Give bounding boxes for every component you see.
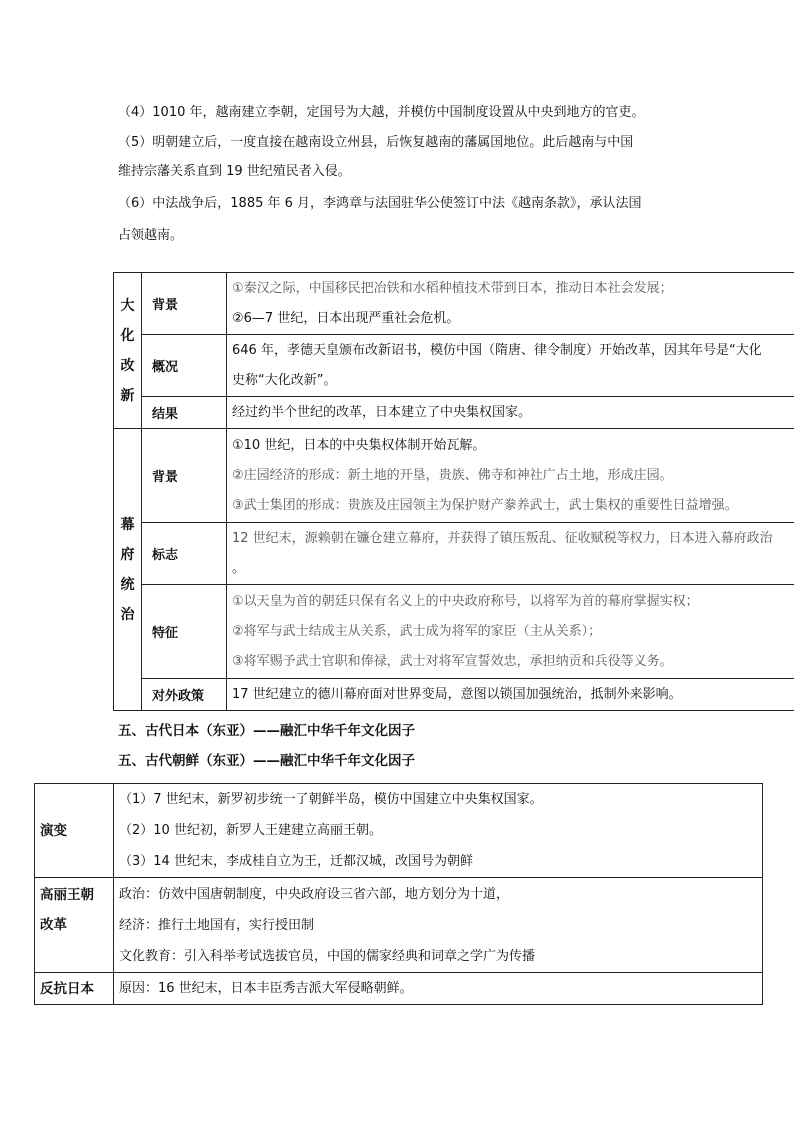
table-row: [114, 429, 794, 523]
table-row: [35, 878, 763, 973]
category-char: 改: [120, 357, 135, 374]
content-line: 17 世纪建立的德川幕府面对世界变局，意图以锁国加强统治，抵制外来影响。: [232, 686, 682, 702]
category-char: 统: [120, 576, 135, 593]
content-line: （3）14 世纪末，李成桂自立为王，迁都汉城，改国号为朝鲜: [119, 854, 473, 869]
content-line: 经过约半个世纪的改革，日本建立了中央集权国家。: [232, 404, 532, 420]
intro-line-3: 维持宗藩关系直到 19 世纪殖民者入侵。: [118, 164, 351, 179]
row-content: [227, 523, 794, 585]
row-label-sign: 标志: [142, 523, 227, 585]
table-row: [114, 397, 794, 429]
content-line: 12 世纪末，源赖朝在镰仓建立幕府，并获得了镇压叛乱、征收赋税等权力，日本进入幕府政治: [232, 530, 773, 546]
korea-table: [34, 783, 763, 1005]
content-line: 文化教育：引入科举考试选拔官员，中国的儒家经典和词章之学广为传播: [119, 948, 536, 964]
table-row: [35, 973, 763, 1005]
content-line: ③将军赐予武士官职和俸禄，武士对将军宣誓效忠，承担纳贡和兵役等义务。: [232, 653, 673, 669]
table-row: [114, 335, 794, 397]
content-line: 政治：仿效中国唐朝制度，中央政府设三省六部，地方划分为十道，: [119, 886, 510, 902]
row-label-result: 结果: [142, 397, 227, 429]
intro-line-2: （5）明朝建立后，一度直接在越南设立州县，后恢复越南的藩属国地位。此后越南与中国: [118, 135, 634, 150]
intro-line-5: 占领越南。: [118, 228, 184, 243]
row-label-goryeo-reform: [35, 878, 114, 973]
table-row: [114, 679, 794, 711]
row-content: [114, 878, 763, 973]
content-line: 646 年，孝德天皇颁布改新诏书，模仿中国（隋唐、律令制度）开始改革，因其年号是“大化: [232, 342, 762, 358]
category-mufu: [114, 429, 142, 711]
row-content: [227, 273, 794, 335]
content-line: ①秦汉之际，中国移民把冶铁和水稻种植技术带到日本，推动日本社会发展；: [232, 280, 673, 296]
content-line: （1）7 世纪末，新罗初步统一了朝鲜半岛，模仿中国建立中央集权国家。: [119, 792, 543, 807]
row-content: [227, 679, 794, 711]
category-char: 治: [120, 606, 135, 623]
row-content: [227, 585, 794, 679]
category-char: 新: [120, 387, 135, 404]
row-label-features: 特征: [142, 585, 227, 679]
row-label-foreign-policy: 对外政策: [142, 679, 227, 711]
content-line: ③武士集团的形成：贵族及庄园领主为保护财产豢养武士，武士集权的重要性日益增强。: [232, 497, 738, 513]
content-line: （2）10 世纪初，新罗人王建建立高丽王朝。: [119, 823, 382, 838]
table-row: [35, 784, 763, 878]
row-label-evolution: 演变: [35, 784, 114, 878]
row-content: [227, 429, 794, 523]
row-content: [227, 335, 794, 397]
table-row: [114, 523, 794, 585]
row-content: [114, 784, 763, 878]
row-content: [227, 397, 794, 429]
category-dahua: [114, 273, 142, 429]
content-line: 原因：16 世纪末，日本丰臣秀吉派大军侵略朝鲜。: [119, 981, 413, 996]
content-line: ②将军与武士结成主从关系，武士成为将军的家臣（主从关系）；: [232, 623, 602, 639]
content-line: 。: [232, 560, 246, 576]
table-row: [114, 273, 794, 335]
row-label-background: 背景: [142, 429, 227, 523]
content-line: 经济：推行土地国有，实行授田制: [119, 917, 315, 933]
category-char: 幕: [120, 516, 135, 533]
row-label-overview: 概况: [142, 335, 227, 397]
content-line: ②庄园经济的形成：新土地的开垦，贵族、佛寺和神社广占土地，形成庄园。: [232, 467, 673, 483]
label-line: 高丽王朝: [40, 887, 94, 903]
content-line: ②6—7 世纪，日本出现严重社会危机。: [232, 310, 460, 326]
table-row: [114, 585, 794, 679]
label-line: 改革: [40, 917, 67, 933]
section-heading-japan: 五、古代日本（东亚）——融汇中华千年文化因子: [118, 723, 415, 739]
category-char: 化: [120, 327, 135, 344]
category-char: 府: [120, 546, 135, 563]
content-line: 史称“大化改新”。: [232, 372, 337, 388]
japan-table: [113, 272, 794, 711]
intro-line-1: （4）1010 年，越南建立李朝，定国号为大越，并模仿中国制度设置从中央到地方的官吏。: [118, 105, 645, 120]
category-char: 大: [120, 297, 135, 314]
row-label-resist-japan: 反抗日本: [35, 973, 114, 1005]
content-line: ①10 世纪，日本的中央集权体制开始瓦解。: [232, 437, 486, 453]
row-content: [114, 973, 763, 1005]
row-label-background: 背景: [142, 273, 227, 335]
intro-line-4: （6）中法战争后，1885 年 6 月，李鸿章与法国驻华公使签订中法《越南条款》，承认法国: [118, 196, 642, 211]
section-heading-korea: 五、古代朝鲜（东亚）——融汇中华千年文化因子: [118, 753, 415, 769]
content-line: ①以天皇为首的朝廷只保有名义上的中央政府称号，以将军为首的幕府掌握实权；: [232, 593, 699, 609]
